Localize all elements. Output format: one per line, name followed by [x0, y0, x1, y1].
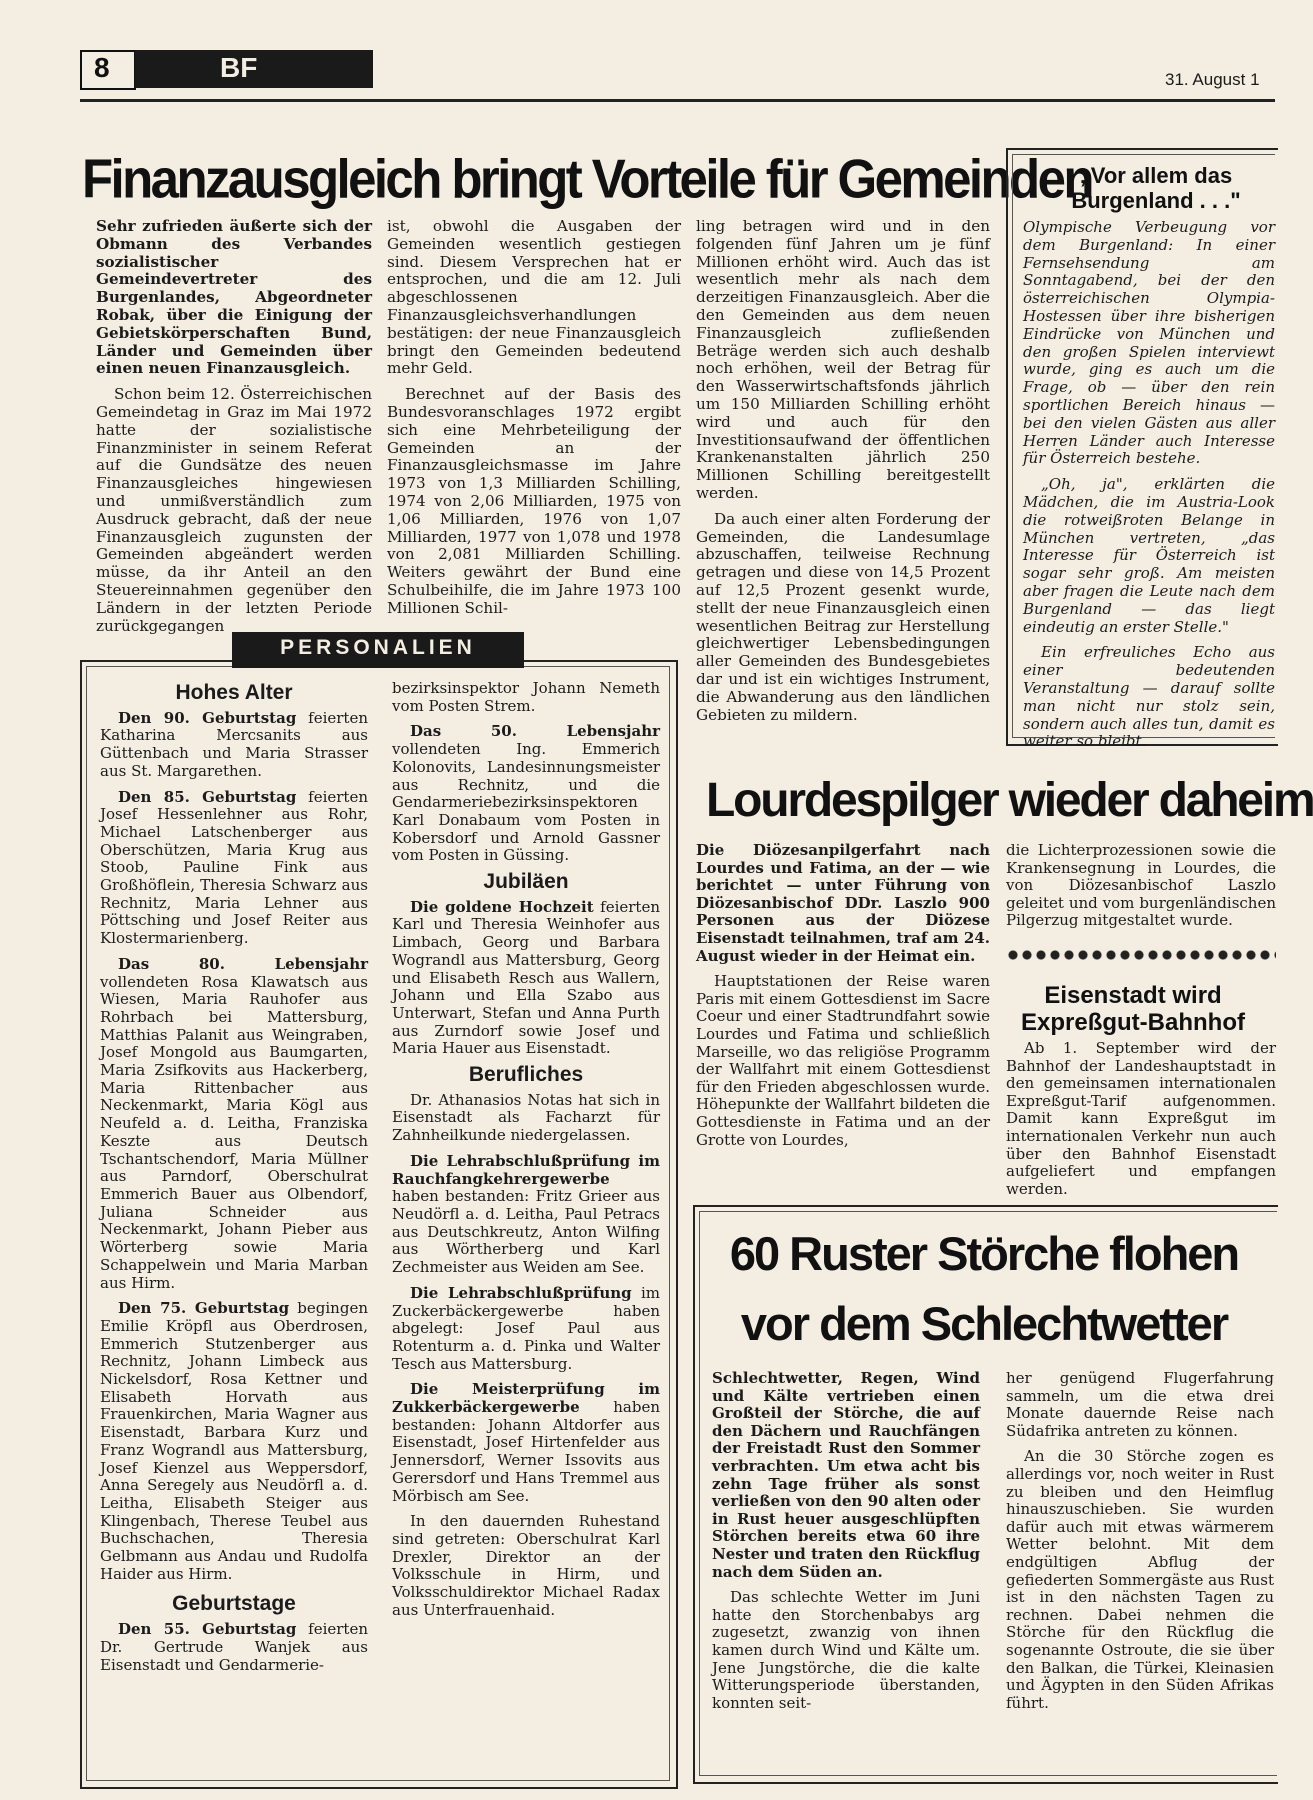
header-rule: [80, 99, 1275, 102]
personalien-col-1: [100, 680, 368, 1682]
stoerche-lead: Schlechtwetter, Regen, Wind und Kälte vertrieben einen Großteil der Störche, die auf den Dächern und Rauchfängen der Freistadt Rust den Sommer verbrachten. Um etwa acht bis zehn Tage früher als sonst verließen von den 90 alten oder in Rust heuer ausgeschlüpften Störchen bereits etwa 60 ihre Nester und traten den Rückflug nach dem Süden an.: [712, 1369, 980, 1581]
stoerche-headline-1: 60 Ruster Störche flohen: [729, 1227, 1239, 1280]
main-text-2b: Berechnet auf der Basis des Bundesvoranschlages 1972 ergibt sich eine Mehrbeteiligung der Gemeinden an der Finanzausgleichsmasse im Jahre 1973 von 1,3 Milliarden Schilling, 1974 von 2,06 Milliarden, 1975 von 1,06 Milliarden, 1976 von 1,07 Milliarden, 1977 von 1,078 und 1978 von 2,081 Milliarden Schilling. Weiters gewährt der Bund eine Schulbeihilfe, die im Jahre 1973 100 Millionen Schil-: [387, 385, 681, 617]
stoerche-col-1: [712, 1370, 980, 1720]
entry-85: Den 85. Geburtstag feierten Josef Hessenlehner aus Rohr, Michael Latschenberger aus Oberschützen, Maria Krug aus Stoob, Pauline Fink aus Großhöflein, Theresia Schwarz aus Rechnitz, Maria Lehner aus Pöttsching und Josef Reiter aus Klostermarienberg.: [100, 787, 368, 948]
entry-ruhestand: In den dauernden Ruhestand sind getreten: Oberschulrat Karl Drexler, Direktor an der Volksschule in Hirm, und Volksschuldirektor Michael Radax aus Unterfrauenhaid.: [392, 1512, 660, 1619]
main-text-3a: ling betragen wird und in den folgenden fünf Jahren um je fünf Millionen erhöht wird. Auch das ist wesentlich mehr als nach dem derzeitigen Finanzausgleich. Aber die den Gemeinden aus dem neuen Finanzausgleich zufließenden Beträge werden sich auch deshalb noch erhöhen, weil der Betrag für den Wasserwirtschaftsfonds jährlich um 150 Milliarden Schilling erhöht wird und auch für den Investitionsaufwand der öffentlichen Krankenanstalten jährlich 250 Millionen Schilling bereitgestellt werden.: [696, 217, 990, 502]
date-line: 31. August 1: [1165, 70, 1260, 89]
page-header: [80, 50, 1275, 100]
entry-50: Das 50. Lebensjahr vollendeten Ing. Emmerich Kolonovits, Landesinnungsmeister aus Rechnitz, und die Gendarmeriebezirksinspektoren Karl Donabaum vom Posten in Kobersdorf und Arnold Gassner vom Posten in Güssing.: [392, 722, 660, 865]
stoerche-headline-2: vor dem Schlechtwetter: [740, 1297, 1228, 1350]
stoerche-p3: An die 30 Störche zogen es allerdings vor, noch weiter in Rust zu bleiben und den Heimflug hinauszuschieben. Sie wurden dafür auch mit etwas wärmerem Wetter belohnt. Mit dem endgültigen Abflug der gefiederten Sommergäste aus Rust ist in den nächsten Tagen zu rechnen. Dabei nehmen die Störche für den Rückflug die sogenannte Ostroute, die sie über den Balkan, die Türkei, Kleinasien und Ägypten in den Süden Afrikas führt.: [1006, 1447, 1274, 1712]
lourdes-p1: Hauptstationen der Reise waren Paris mit einem Gottesdienst im Sacre Coeur und einer Stadtrundfahrt sowie Lourdes und Fatima und schließlich Marseille, wo das religiöse Programm der Wallfahrt mit einem Gottesdienst für den Frieden abgeschlossen wurde. Höhepunkte der Wallfahrt bildeten die Gottesdienste in Fatima und an der Grotte von Lourdes,: [696, 972, 990, 1149]
eisenstadt-p1: Ab 1. September wird der Bahnhof der Landeshauptstadt in den gemeinsamen internationalen Expreßgut-Tarif aufgenommen. Damit kann Expreßgut im internationalen Verkehr nun auch über den Bahnhof Eisenstadt aufgeliefert und empfangen werden.: [1006, 1039, 1276, 1198]
entry-notas: Dr. Athanasios Notas hat sich in Eisenstadt als Facharzt für Zahnheilkunde niedergelassen.: [392, 1090, 660, 1145]
sidebar-title: „Vor allem das Burgenland . . .": [1071, 163, 1241, 213]
heading-jubilaeen: Jubiläen: [483, 870, 569, 894]
section-label: BF: [220, 52, 258, 83]
entry-continued: bezirksinspektor Johann Nemeth vom Posten Strem.: [392, 679, 660, 715]
entry-hochzeit: Die goldene Hochzeit feierten Karl und Theresia Weinhofer aus Limbach, Georg und Barbara Wograndl aus Mattersburg, Georg und Elisabeth Resch aus Wallern, Johann und Ella Szabo aus Unterwart, Stefan und Anna Purth aus Zurndorf sowie Josef und Maria Hauer aus Eisenstadt.: [392, 897, 660, 1058]
heading-geburtstage: Geburtstage: [172, 1592, 296, 1616]
stoerche-col-2: [1006, 1370, 1274, 1720]
heading-berufliches: Berufliches: [468, 1063, 584, 1087]
lourdes-p2: die Lichterprozessionen sowie die Krankensegnung in Lourdes, die von Diözesanbischof Laszlo geleitet und vom burgenländischen Pilgerzug mitgestaltet wurde.: [1006, 841, 1276, 930]
main-text-2a: ist, obwohl die Ausgaben der Gemeinden wesentlich gestiegen sind. Diesem Versprechen hat er entsprochen, und die am 12. Juli abgeschlossenen Finanzausgleichsverhandlungen bestätigen: der neue Finanzausgleich bringt den Gemeinden bedeutend mehr Geld.: [387, 217, 681, 378]
heading-hohes-alter: Hohes Alter: [175, 681, 293, 704]
personalien-banner-label: PERSONALIEN: [280, 636, 476, 659]
main-col-1: [96, 218, 372, 643]
stoerche-p2: her genügend Flugerfahrung sammeln, um die etwa drei Monate dauernde Reise nach Südafrika antreten zu können.: [1006, 1369, 1274, 1440]
entry-90: Den 90. Geburtstag feierten Katharina Mercsanits aus Güttenbach und Maria Strasser aus St. Margarethen.: [100, 708, 368, 780]
main-col-2: [387, 218, 681, 626]
entry-rauchfang: Die Lehrabschlußprüfung im Rauchfangkehrergewerbe haben bestanden: Fritz Grieer aus Neudörfl a. d. Leitha, Paul Petracs aus Deutschkreutz, Anton Wilfing aus Wörtherberg und Karl Zechmeister aus Weiden am See.: [392, 1151, 660, 1277]
main-lead: Sehr zufrieden äußerte sich der Obmann des Verbandes sozialistischer Gemeindevertreter des Burgenlandes, Abgeordneter Robak, über die Einigung der Gebietskörperschaften Bund, Länder und Gemeinden über einen neuen Finanzausgleich.: [96, 217, 372, 378]
main-text-1: Schon beim 12. Österreichischen Gemeindetag in Graz im Mai 1972 hatte der sozialistische Finanzminister in seinem Referat auf die Gundsätze des neuen Finanzausgleiches hingewiesen und unmißverständlich zum Ausdruck gebracht, daß der neue Finanzausgleich zugunsten der Gemeinden abgeändert werden müsse, da ihr Anteil an den Steuereinnahmen gegenüber den Ländern in der letzten Periode zurückgegangen: [96, 385, 372, 635]
personalien-col-2: [392, 680, 660, 1627]
entry-75: Den 75. Geburtstag begingen Emilie Kröpfl aus Oberdrosen, Emmerich Stutzenberger aus Rechnitz, Johann Limbeck aus Nickelsdorf, Rosa Kettner und Elisabeth Horvath aus Frauenkirchen, Maria Wagner aus Eisenstadt, Barbara Kurz und Franz Wograndl aus Mattersburg, Josef Kienzel aus Weppersdorf, Anna Seregely aus Neudörfl a. d. Leitha, Elisabeth Steiger aus Klingenbach, Therese Teubel aus Buchschachen, Theresia Gelbmann aus Andau und Rudolfa Haider aus Hirm.: [100, 1299, 368, 1583]
page-number: 8: [94, 52, 110, 83]
lourdes-headline: Lourdespilger wieder daheim: [706, 774, 1313, 827]
main-headline: Finanzausgleich bringt Vorteile für Gemeinden: [82, 148, 1092, 210]
stoerche-p1: Das schlechte Wetter im Juni hatte den Storchenbabys arg zugesetzt, zwanzig von ihnen kamen durch Wind und Kälte um. Jene Jungstörche, die die kalte Witterungsperiode überstanden, konnten seit-: [712, 1588, 980, 1712]
eisenstadt-headline: Eisenstadt wird Expreßgut-Bahnhof: [1021, 982, 1245, 1036]
dot-separator: [1006, 948, 1276, 962]
entry-80: Das 80. Lebensjahr vollendeten Rosa Klawatsch aus Wiesen, Maria Rauhofer aus Rohrbach bei Mattersburg, Matthias Palanit aus Weingraben, Josef Mongold aus Baumgarten, Maria Zsifkovits aus Hackerberg, Maria Rittenbacher aus Neckenmarkt, Maria Kögl aus Neufeld a. d. Leitha, Franziska Keszte aus Deutsch Tschantschendorf, Maria Müllner aus Parndorf, Oberschulrat Emmerich Bauer aus Olbendorf, Juliana Schneider aus Neckenmarkt, Johann Pieber aus Wörterberg sowie Maria Schappelwein und Maria Marban aus Hirm.: [100, 954, 368, 1292]
main-col-3: [696, 218, 990, 732]
eisenstadt-col: [1006, 1040, 1276, 1206]
lourdes-col-1: [696, 842, 990, 1157]
sidebar-inner: [1012, 154, 1275, 751]
lourdes-col-2: [1006, 842, 1276, 938]
entry-meister: Die Meisterprüfung im Zukkerbäckergewerbe haben bestanden: Johann Altdorfer aus Eisenstadt, Josef Hirtenfelder aus Jennersdorf, Werner Issovits aus Gerersdorf und Hans Tremmel aus Mörbisch am See.: [392, 1380, 660, 1505]
sidebar-p2: „Oh, ja", erklärten die Mädchen, die im Austria-Look die rotweißroten Belange in München vertreten, „das Interesse für Österreich ist sogar sehr groß. Am meisten aber fragen die Leute nach dem Burgenland — das liegt eindeutig an erster Stelle.": [1023, 475, 1275, 636]
sidebar-p3: Ein erfreuliches Echo aus einer bedeutenden Veranstaltung — darauf sollte man nicht nur stolz sein, sondern auch alles tun, damit es weiter so bleibt.: [1023, 643, 1275, 751]
main-text-3b: Da auch einer alten Forderung der Gemeinden, die Landesumlage abzuschaffen, teilweise Rechnung getragen und diese von 14,5 Prozent auf 12,5 Prozent gesenkt wurde, stellt der neue Finanzausgleich einen wesentlichen Beitrag zur Herstellung gleichwertiger Lebensbedingungen aller Gemeinden des Bundesgebietes dar und ist ein wichtiges Instrument, die Abwanderung aus den ländlichen Gebieten zu mildern.: [696, 509, 990, 724]
lourdes-lead: Die Diözesanpilgerfahrt nach Lourdes und Fatima, an der — wie berichtet — unter Führung von Diözesanbischof DDr. Laszlo 900 Personen aus der Diözese Eisenstadt teilnahmen, traf am 24. August wieder in der Heimat ein.: [696, 841, 990, 965]
sidebar-p1: Olympische Verbeugung vor dem Burgenland: In einer Fernsehsendung am Sonntagabend, bei der den österreichischen Olympia-Hostessen über ihre bisherigen Eindrücke von München und den großen Spielen interviewt wurde, ging es auch um die Frage, ob — über den rein sportlichen Bereich hinaus — bei den vielen Gästen aus aller Herren Länder auch Interesse für Österreich bestehe.: [1023, 218, 1275, 468]
entry-55: Den 55. Geburtstag feierten Dr. Gertrude Wanjek aus Eisenstadt und Gendarmerie-: [100, 1620, 368, 1674]
entry-zucker-lap: Die Lehrabschlußprüfung im Zuckerbäckergewerbe haben abgelegt: Josef Paul aus Rotenturm a. d. Pinka und Walter Tesch aus Mattersburg.: [392, 1283, 660, 1373]
